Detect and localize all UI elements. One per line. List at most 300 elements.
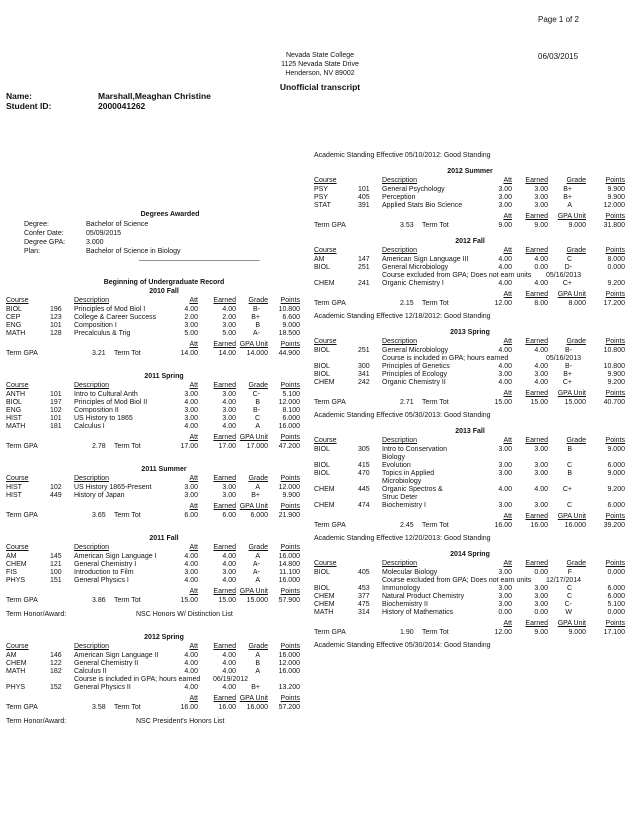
term-honor-label: Term Honor/Award:: [6, 611, 67, 618]
term-tot-points: 17.100: [603, 629, 625, 636]
course-points: 9.200: [607, 486, 625, 493]
col-earned-total: Earned: [525, 291, 548, 298]
course-points: 16.000: [278, 423, 300, 430]
course-subject: ANTH: [6, 391, 26, 398]
course-number: 453: [358, 585, 370, 592]
course-description: Introduction to Film: [74, 569, 134, 576]
course-att: 4.00: [184, 684, 198, 691]
course-points: 5.100: [282, 391, 300, 398]
col-earned-total: Earned: [525, 620, 548, 627]
course-grade: C: [566, 585, 572, 592]
col-description: Description: [382, 338, 418, 345]
course-earned: 3.00: [222, 391, 236, 398]
course-subject: PSY: [314, 186, 329, 193]
term-gpa-value: 1.90: [400, 629, 414, 636]
degree-value: Bachelor of Science in Biology: [86, 248, 181, 255]
course-subject: BIOL: [314, 446, 330, 453]
col-course: Course: [6, 643, 29, 650]
col-description: Description: [382, 247, 418, 254]
course-description: Evolution: [382, 462, 411, 469]
course-att: 4.00: [184, 399, 198, 406]
course-note-date: 05/16/2013: [546, 355, 582, 362]
term-heading: 2011 Spring: [144, 373, 184, 380]
col-earned: Earned: [213, 475, 236, 482]
course-att: 3.00: [184, 407, 198, 414]
col-grade: Grade: [566, 338, 586, 345]
course-note: Course is included in GPA; hours earned: [74, 676, 201, 683]
col-gpa-unit: GPA Unit: [557, 390, 586, 397]
col-grade: Grade: [566, 247, 586, 254]
course-points: 10.800: [603, 363, 625, 370]
col-description: Description: [382, 560, 418, 567]
course-grade: C: [566, 462, 572, 469]
course-grade: B+: [251, 314, 260, 321]
term-tot-label: Term Tot: [114, 597, 141, 604]
course-att: 4.00: [498, 264, 512, 271]
course-number: 415: [358, 462, 370, 469]
course-subject: CHEM: [314, 280, 335, 287]
course-earned: 3.00: [534, 186, 548, 193]
col-earned: Earned: [525, 560, 548, 567]
col-gpa-unit: GPA Unit: [239, 434, 268, 441]
term-heading: 2011 Fall: [149, 535, 179, 542]
term-tot-earned: 15.00: [530, 399, 548, 406]
course-number: 101: [358, 186, 370, 193]
col-earned: Earned: [213, 643, 236, 650]
course-grade: F: [567, 569, 572, 576]
col-att-total: Att: [189, 588, 198, 595]
course-att: 4.00: [498, 256, 512, 263]
col-att: Att: [189, 382, 198, 389]
course-number: 152: [50, 684, 62, 691]
course-att: 3.00: [498, 186, 512, 193]
col-earned-total: Earned: [525, 513, 548, 520]
course-number: 251: [358, 264, 370, 271]
term-tot-unit: 15.000: [564, 399, 586, 406]
course-number: 197: [50, 399, 62, 406]
school-name: Nevada State College: [285, 52, 355, 59]
course-description: Precalculus & Trig: [74, 330, 131, 337]
course-grade: A-: [253, 569, 260, 576]
term-tot-label: Term Tot: [422, 300, 449, 307]
course-grade: C: [566, 593, 572, 600]
col-points: Points: [280, 475, 300, 482]
term-gpa-label: Term GPA: [314, 399, 346, 406]
course-note: Course excluded from GPA; Does not earn units: [382, 272, 532, 279]
academic-standing: Academic Standing Effective 05/30/2014: Good Standing: [314, 642, 491, 649]
course-subject: BIOL: [314, 363, 330, 370]
course-earned: 4.00: [222, 553, 236, 560]
course-earned: 4.00: [222, 684, 236, 691]
course-subject: BIOL: [314, 470, 330, 477]
course-grade: B+: [563, 194, 572, 201]
col-gpa-unit: GPA Unit: [239, 588, 268, 595]
course-points: 9.200: [607, 280, 625, 287]
course-points: 16.000: [278, 668, 300, 675]
term-tot-earned: 9.00: [534, 222, 548, 229]
course-earned: 4.00: [222, 652, 236, 659]
degree-value: 05/09/2015: [86, 230, 122, 237]
course-subject: CHEM: [6, 660, 27, 667]
term-tot-label: Term Tot: [422, 629, 449, 636]
course-grade: W: [565, 609, 572, 616]
course-earned: 4.00: [534, 280, 548, 287]
course-points: 16.000: [278, 553, 300, 560]
col-course: Course: [314, 560, 337, 567]
term-gpa-label: Term GPA: [6, 704, 38, 711]
col-gpa-unit: GPA Unit: [557, 213, 586, 220]
course-subject: PHYS: [6, 684, 26, 691]
col-course: Course: [314, 437, 337, 444]
col-description: Description: [74, 643, 110, 650]
academic-standing: Academic Standing Effective 05/30/2013: Good Standing: [314, 412, 491, 419]
course-earned: 5.00: [222, 330, 236, 337]
course-subject: HIST: [6, 415, 22, 422]
course-earned: 4.00: [534, 256, 548, 263]
course-points: 0.000: [607, 569, 625, 576]
course-description: Organic Chemistry I: [382, 280, 444, 287]
col-grade: Grade: [566, 560, 586, 567]
col-earned: Earned: [525, 437, 548, 444]
course-att: 3.00: [498, 202, 512, 209]
course-subject: CHEM: [314, 379, 335, 386]
course-subject: CHEM: [6, 561, 27, 568]
course-att: 3.00: [498, 593, 512, 600]
course-description: College & Career Success: [74, 314, 157, 321]
term-tot-unit: 16.000: [246, 704, 268, 711]
col-course: Course: [314, 247, 337, 254]
course-points: 12.000: [603, 202, 625, 209]
course-att: 4.00: [184, 668, 198, 675]
course-number: 146: [50, 652, 62, 659]
course-number: 151: [50, 577, 62, 584]
course-subject: BIOL: [314, 371, 330, 378]
col-earned: Earned: [525, 247, 548, 254]
col-points-total: Points: [605, 620, 625, 627]
course-description: General Physics II: [74, 684, 131, 691]
col-earned-total: Earned: [213, 341, 236, 348]
course-grade: B+: [251, 492, 260, 499]
course-description: Topics in Applied Microbiology: [382, 470, 435, 485]
course-att: 0.00: [498, 609, 512, 616]
term-gpa-value: 3.65: [92, 512, 106, 519]
degree-rule: _______________________________: [139, 254, 260, 261]
course-points: 8.000: [607, 256, 625, 263]
course-number: 405: [358, 194, 370, 201]
term-tot-label: Term Tot: [114, 350, 141, 357]
degree-label: Degree:: [24, 221, 49, 228]
course-points: 6.000: [607, 593, 625, 600]
course-att: 4.00: [184, 660, 198, 667]
col-points-total: Points: [280, 503, 300, 510]
course-att: 4.00: [498, 486, 512, 493]
course-points: 8.100: [282, 407, 300, 414]
course-subject: ENG: [6, 407, 22, 414]
term-tot-earned: 8.00: [534, 300, 548, 307]
term-gpa-value: 3.53: [400, 222, 414, 229]
course-description: Principles of Genetics: [382, 363, 450, 370]
course-description: Intro to Cultural Anth: [74, 391, 138, 398]
course-number: 145: [50, 553, 62, 560]
course-earned: 4.00: [222, 306, 236, 313]
course-points: 11.100: [279, 569, 300, 576]
course-number: 181: [50, 423, 62, 430]
record-title: Beginning of Undergraduate Record: [103, 279, 225, 286]
col-grade: Grade: [248, 475, 268, 482]
course-description: US History to 1865: [74, 415, 133, 422]
course-number: 305: [358, 446, 370, 453]
col-att: Att: [503, 560, 512, 567]
course-points: 6.000: [607, 585, 625, 592]
course-points: 6.600: [282, 314, 300, 321]
term-tot-earned: 16.00: [218, 704, 236, 711]
term-tot-att: 12.00: [494, 300, 512, 307]
course-number: 300: [358, 363, 370, 370]
col-course: Course: [6, 382, 29, 389]
course-description: General Microbiology: [382, 347, 449, 354]
course-subject: MATH: [6, 668, 26, 675]
course-grade: C+: [562, 280, 572, 287]
term-tot-label: Term Tot: [114, 704, 141, 711]
term-tot-points: 57.900: [278, 597, 300, 604]
course-description: General Physics I: [74, 577, 129, 584]
col-gpa-unit: GPA Unit: [239, 503, 268, 510]
course-description: Applied Stats Bio Science: [382, 202, 463, 209]
course-att: 3.00: [498, 502, 512, 509]
course-att: 3.00: [184, 569, 198, 576]
course-subject: MATH: [314, 609, 334, 616]
course-grade: A: [255, 553, 260, 560]
course-note-date: 06/19/2012: [213, 676, 249, 683]
course-points: 9.900: [607, 371, 625, 378]
course-points: 12.000: [278, 660, 300, 667]
course-points: 6.000: [607, 462, 625, 469]
course-points: 16.000: [278, 577, 300, 584]
course-note-date: 12/17/2014: [546, 577, 582, 584]
col-earned: Earned: [525, 338, 548, 345]
course-earned: 0.00: [534, 609, 548, 616]
academic-standing: Academic Standing Effective 12/18/2012: Good Standing: [314, 313, 491, 320]
course-earned: 3.00: [534, 470, 548, 477]
col-att-total: Att: [189, 695, 198, 702]
term-heading: 2013 Spring: [450, 329, 490, 336]
term-tot-unit: 9.000: [568, 629, 586, 636]
col-points: Points: [605, 177, 625, 184]
course-subject: HIST: [6, 492, 22, 499]
course-att: 4.00: [184, 561, 198, 568]
course-att: 4.00: [184, 652, 198, 659]
course-grade: C+: [562, 379, 572, 386]
course-subject: BIOL: [314, 462, 330, 469]
course-number: 449: [50, 492, 62, 499]
course-description: Principles of Mod Biol I: [74, 306, 146, 313]
print-date: 06/03/2015: [538, 52, 579, 61]
term-gpa-value: 2.71: [400, 399, 414, 406]
term-tot-earned: 9.00: [534, 629, 548, 636]
course-att: 3.00: [498, 569, 512, 576]
course-att: 3.00: [498, 446, 512, 453]
term-tot-points: 21.900: [278, 512, 300, 519]
course-grade: C-: [252, 391, 260, 398]
term-tot-att: 15.00: [494, 399, 512, 406]
course-points: 14.800: [278, 561, 300, 568]
course-points: 12.000: [278, 484, 300, 491]
term-tot-earned: 17.00: [218, 443, 236, 450]
col-points-total: Points: [280, 695, 300, 702]
term-tot-points: 31.800: [603, 222, 625, 229]
col-att-total: Att: [503, 390, 512, 397]
course-subject: MATH: [6, 330, 26, 337]
course-att: 2.00: [184, 314, 198, 321]
course-att: 4.00: [184, 577, 198, 584]
term-tot-unit: 17.000: [246, 443, 268, 450]
course-note: Course is included in GPA; hours earned: [382, 355, 509, 362]
course-subject: FIS: [6, 569, 17, 576]
course-points: 0.000: [607, 609, 625, 616]
col-points-total: Points: [605, 291, 625, 298]
col-course: Course: [314, 177, 337, 184]
course-earned: 4.00: [534, 347, 548, 354]
term-tot-label: Term Tot: [422, 222, 449, 229]
course-points: 5.100: [607, 601, 625, 608]
course-number: 314: [358, 609, 370, 616]
course-att: 5.00: [184, 330, 198, 337]
course-points: 9.000: [607, 470, 625, 477]
course-grade: A: [255, 423, 260, 430]
term-heading: 2010 Fall: [149, 288, 179, 295]
col-points-total: Points: [280, 588, 300, 595]
term-tot-label: Term Tot: [422, 522, 449, 529]
course-number: 123: [50, 314, 62, 321]
col-earned: Earned: [213, 382, 236, 389]
course-att: 3.00: [498, 585, 512, 592]
term-honor-label: Term Honor/Award:: [6, 718, 67, 725]
course-number: 182: [50, 668, 62, 675]
degree-value: Bachelor of Science: [86, 221, 149, 228]
col-points-total: Points: [605, 213, 625, 220]
course-description: Calculus II: [74, 668, 107, 675]
course-description: Biochemistry II: [382, 601, 428, 608]
col-grade: Grade: [248, 643, 268, 650]
course-earned: 3.00: [534, 371, 548, 378]
term-honor-value: NSC Honors W/ Distinction List: [136, 611, 233, 618]
course-subject: AM: [6, 652, 17, 659]
course-subject: ENG: [6, 322, 22, 329]
student-id: 2000041262: [98, 101, 146, 111]
col-att-total: Att: [503, 213, 512, 220]
course-number: 196: [50, 306, 62, 313]
term-tot-att: 15.00: [180, 597, 198, 604]
course-description: Calculus I: [74, 423, 105, 430]
col-points-total: Points: [605, 513, 625, 520]
col-description: Description: [74, 382, 110, 389]
course-description: Composition I: [74, 322, 117, 329]
term-heading: 2014 Spring: [450, 551, 490, 558]
term-honor-value: NSC President's Honors List: [136, 718, 225, 725]
degree-label: Plan:: [24, 248, 40, 255]
col-earned-total: Earned: [213, 434, 236, 441]
course-att: 4.00: [184, 423, 198, 430]
col-description: Description: [74, 297, 110, 304]
course-earned: 0.00: [534, 264, 548, 271]
col-earned-total: Earned: [213, 503, 236, 510]
term-tot-earned: 6.00: [222, 512, 236, 519]
course-grade: A: [567, 202, 572, 209]
col-course: Course: [6, 475, 29, 482]
degree-label: Confer Date:: [24, 230, 64, 237]
course-number: 241: [358, 280, 370, 287]
term-heading: 2013 Fall: [455, 428, 485, 435]
course-subject: PHYS: [6, 577, 26, 584]
course-number: 474: [358, 502, 370, 509]
course-number: 100: [50, 569, 62, 576]
term-tot-points: 47.200: [278, 443, 300, 450]
col-att: Att: [503, 338, 512, 345]
term-tot-att: 12.00: [494, 629, 512, 636]
col-att-total: Att: [503, 620, 512, 627]
course-earned: 3.00: [222, 484, 236, 491]
course-number: 102: [50, 484, 62, 491]
course-grade: B: [255, 399, 260, 406]
course-grade: A: [255, 668, 260, 675]
col-points-total: Points: [280, 341, 300, 348]
course-points: 0.000: [607, 264, 625, 271]
course-grade: C+: [562, 486, 572, 493]
col-points: Points: [605, 338, 625, 345]
course-description: Composition II: [74, 407, 119, 414]
course-grade: A: [255, 484, 260, 491]
course-number: 445: [358, 486, 370, 493]
col-earned: Earned: [525, 177, 548, 184]
course-subject: BIOL: [314, 569, 330, 576]
school-address-2: Henderson, NV 89002: [285, 70, 355, 77]
course-grade: B+: [251, 684, 260, 691]
course-subject: AM: [314, 256, 325, 263]
course-grade: C: [566, 502, 572, 509]
col-grade: Grade: [248, 382, 268, 389]
course-description: Biochemistry I: [382, 502, 426, 509]
term-tot-label: Term Tot: [422, 399, 449, 406]
course-grade: B: [255, 660, 260, 667]
page-number: Page 1 of 2: [538, 15, 579, 24]
col-course: Course: [6, 297, 29, 304]
col-grade: Grade: [248, 297, 268, 304]
course-att: 3.00: [184, 322, 198, 329]
term-tot-points: 57.200: [278, 704, 300, 711]
course-earned: 4.00: [534, 379, 548, 386]
course-subject: CHEM: [314, 502, 335, 509]
col-att-total: Att: [189, 434, 198, 441]
course-grade: B-: [565, 363, 572, 370]
course-number: 122: [50, 660, 62, 667]
course-note-date: 05/16/2013: [546, 272, 582, 279]
course-description: Principles of Ecology: [382, 371, 447, 378]
term-tot-label: Term Tot: [114, 512, 141, 519]
term-heading: 2011 Summer: [141, 466, 187, 473]
course-subject: BIOL: [6, 306, 22, 313]
course-subject: BIOL: [314, 347, 330, 354]
course-grade: C: [566, 256, 572, 263]
col-course: Course: [314, 338, 337, 345]
col-grade: Grade: [566, 177, 586, 184]
col-points: Points: [280, 544, 300, 551]
course-att: 4.00: [184, 553, 198, 560]
course-earned: 3.00: [534, 585, 548, 592]
course-att: 3.00: [184, 484, 198, 491]
course-att: 4.00: [498, 280, 512, 287]
term-gpa-label: Term GPA: [6, 350, 38, 357]
course-number: 470: [358, 470, 370, 477]
